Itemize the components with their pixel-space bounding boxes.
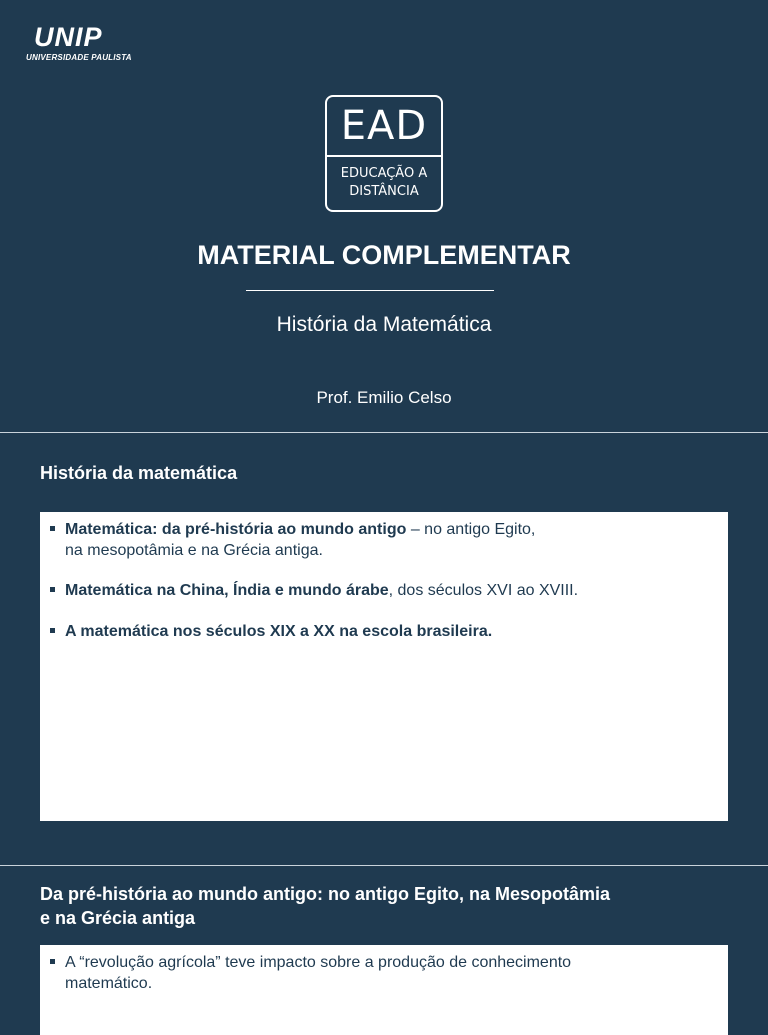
slide-heading: História da matemática xyxy=(40,463,238,483)
content-box xyxy=(40,945,728,1035)
slide-title: MATERIAL COMPLEMENTAR xyxy=(197,240,571,270)
list-item xyxy=(50,621,710,642)
ead-badge xyxy=(325,95,443,212)
bullet-emphasis: Matemática: da pré-história ao mundo antigo xyxy=(65,521,407,538)
bullet-line: A “revolução agrícola” teve impacto sobre a produção de conhecimento xyxy=(65,954,572,971)
bullet-text: , dos séculos XVI ao XVIII. xyxy=(388,582,579,599)
list-item xyxy=(50,519,710,561)
unip-logo-wordmark: UNIP xyxy=(34,22,103,52)
bullet-text: – no antigo Egito, xyxy=(406,521,536,538)
bullet-list xyxy=(50,519,710,642)
square-bullet-icon xyxy=(50,959,55,964)
slide-heading xyxy=(40,882,700,930)
topics-slide xyxy=(0,434,768,866)
ead-badge-rule xyxy=(327,155,441,157)
professor-name: Prof. Emilio Celso xyxy=(316,388,452,407)
ead-badge-caption xyxy=(327,165,441,201)
content-box xyxy=(40,512,728,821)
bullet-line: na mesopotâmia e na Grécia antiga. xyxy=(65,542,323,559)
square-bullet-icon xyxy=(50,587,55,592)
title-divider xyxy=(246,290,494,291)
content-slide xyxy=(0,867,768,1024)
slide-separator xyxy=(0,865,768,866)
unip-logo-subtitle: UNIVERSIDADE PAULISTA xyxy=(26,53,132,62)
list-item xyxy=(50,952,710,994)
slide-heading-line-1: Da pré-história ao mundo antigo: no antigo Egito, na Mesopotâmia xyxy=(40,884,611,904)
unip-logo xyxy=(26,22,132,63)
bullet-line: matemático. xyxy=(65,975,153,992)
slide-subtitle: História da Matemática xyxy=(276,313,492,336)
ead-badge-word: EAD xyxy=(340,103,428,149)
square-bullet-icon xyxy=(50,628,55,633)
square-bullet-icon xyxy=(50,526,55,531)
slide-separator xyxy=(0,432,768,433)
bullet-line xyxy=(65,519,710,540)
title-slide xyxy=(0,0,768,432)
bullet-list xyxy=(50,952,710,994)
bullet-emphasis: A matemática nos séculos XIX a XX na escola brasileira. xyxy=(65,623,493,640)
slide-heading-line-2: e na Grécia antiga xyxy=(40,908,196,928)
ead-badge-caption-line-1: EDUCAÇÃO A xyxy=(340,166,428,181)
ead-badge-caption-line-2: DISTÂNCIA xyxy=(349,184,419,199)
list-item xyxy=(50,580,710,601)
bullet-emphasis: Matemática na China, Índia e mundo árabe xyxy=(65,582,389,599)
